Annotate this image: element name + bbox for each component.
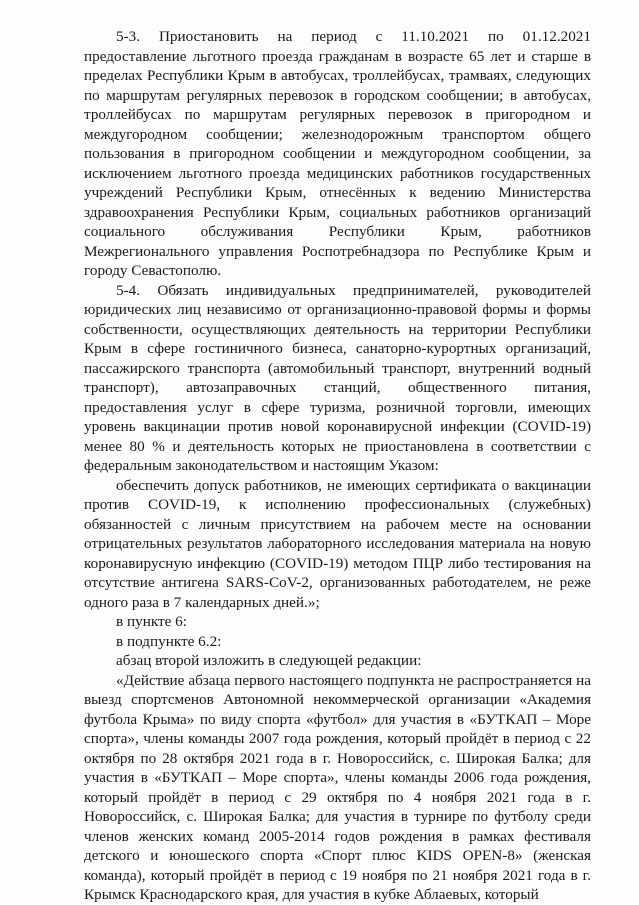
paragraph-5-3: 5-3. Приостановить на период с 11.10.2021 по 01.12.2021 предоставление льготного проезда гражданам в возрасте 65 лет и старше в пределах Республики Крым в автобусах, троллейбусах, трамваях, следующих по маршрутам регулярных перевозок в городском сообщении; в автобусах, троллейбусах по маршрутам регулярных перевозок в пригородном и междугородном сообщении; железнодорожным транспортом общего пользования в пригородном сообщении и междугородном сообщении, за исключением льготного проезда медицинских работников государственных учреждений Республики Крым, отнесённых к ведению Министерства здравоохранения Республики Крым, социальных работников организаций социального обслуживания Республики Крым, работников Межрегионального управления Роспотребнадзора по Республике Крым и городу Севастополю. <box>84 28 591 279</box>
document-body <box>84 27 591 905</box>
paragraph-sports-exception: «Действие абзаца первого настоящего подпункта не распространяется на выезд спортсменов Автономной некоммерческой организации «Академия футбола Крыма» по виду спорта «футбол» для участия в «БУТКАП – Море спорта», члены команды 2007 года рождения, который пройдёт в период с 22 октября по 28 октября 2021 года в г. Новороссийск, с. Широкая Балка; для участия в «БУТКАП – Море спорта», члены команды 2006 года рождения, который пройдёт в период с 29 октября по 4 ноября 2021 года в г. Новороссийск, с. Широкая Балка; для участия в турнире по футболу среди членов женских команд 2005-2014 годов рождения в рамках фестиваля детского и юношеского спорта «Спорт плюс KIDS OPEN-8» (женская команда), который пройдёт в период с 19 ноября по 21 ноября 2021 года в г. Крымск Краснодарского края, для участия в кубке Аблаевых, который <box>84 671 591 903</box>
line-second-paragraph-note: абзац второй изложить в следующей редакции: <box>116 652 422 669</box>
paragraph-5-4: 5-4. Обязать индивидуальных предпринимателей, руководителей юридических лиц независимо от организационно-правовой формы и формы собственности, осуществляющих деятельность на территории Республики Крым в сфере гостиничного бизнеса, санаторно-курортных организаций, пассажирского транспорта (автомобильный транспорт, внутренний водный транспорт), автозаправочных станций, общественного питания, предоставления услуг в сфере туризма, розничной торговли, имеющих уровень вакцинации против новой коронавирусной инфекции (COVID-19) менее 80 % и деятельность которых не приостановлена в соответствии с федеральным законодательством и настоящим Указом: <box>84 281 591 474</box>
line-item-6: в пункте 6: <box>116 613 187 630</box>
paragraph-vaccination-requirement: обеспечить допуск работников, не имеющих сертификата о вакцинации против COVID-19, к исполнению профессиональных (служебных) обязанностей с личным присутствием на рабочем месте на основании отрицательных результатов лабораторного исследования материала на новую коронавирусную инфекцию (COVID-19) методом ПЦР либо тестирования на отсутствие антигена SARS-CoV-2, организованных работодателем, не реже одного раза в 7 календарных дней.»; <box>84 476 591 611</box>
line-subitem-6-2: в подпункте 6.2: <box>116 632 222 650</box>
